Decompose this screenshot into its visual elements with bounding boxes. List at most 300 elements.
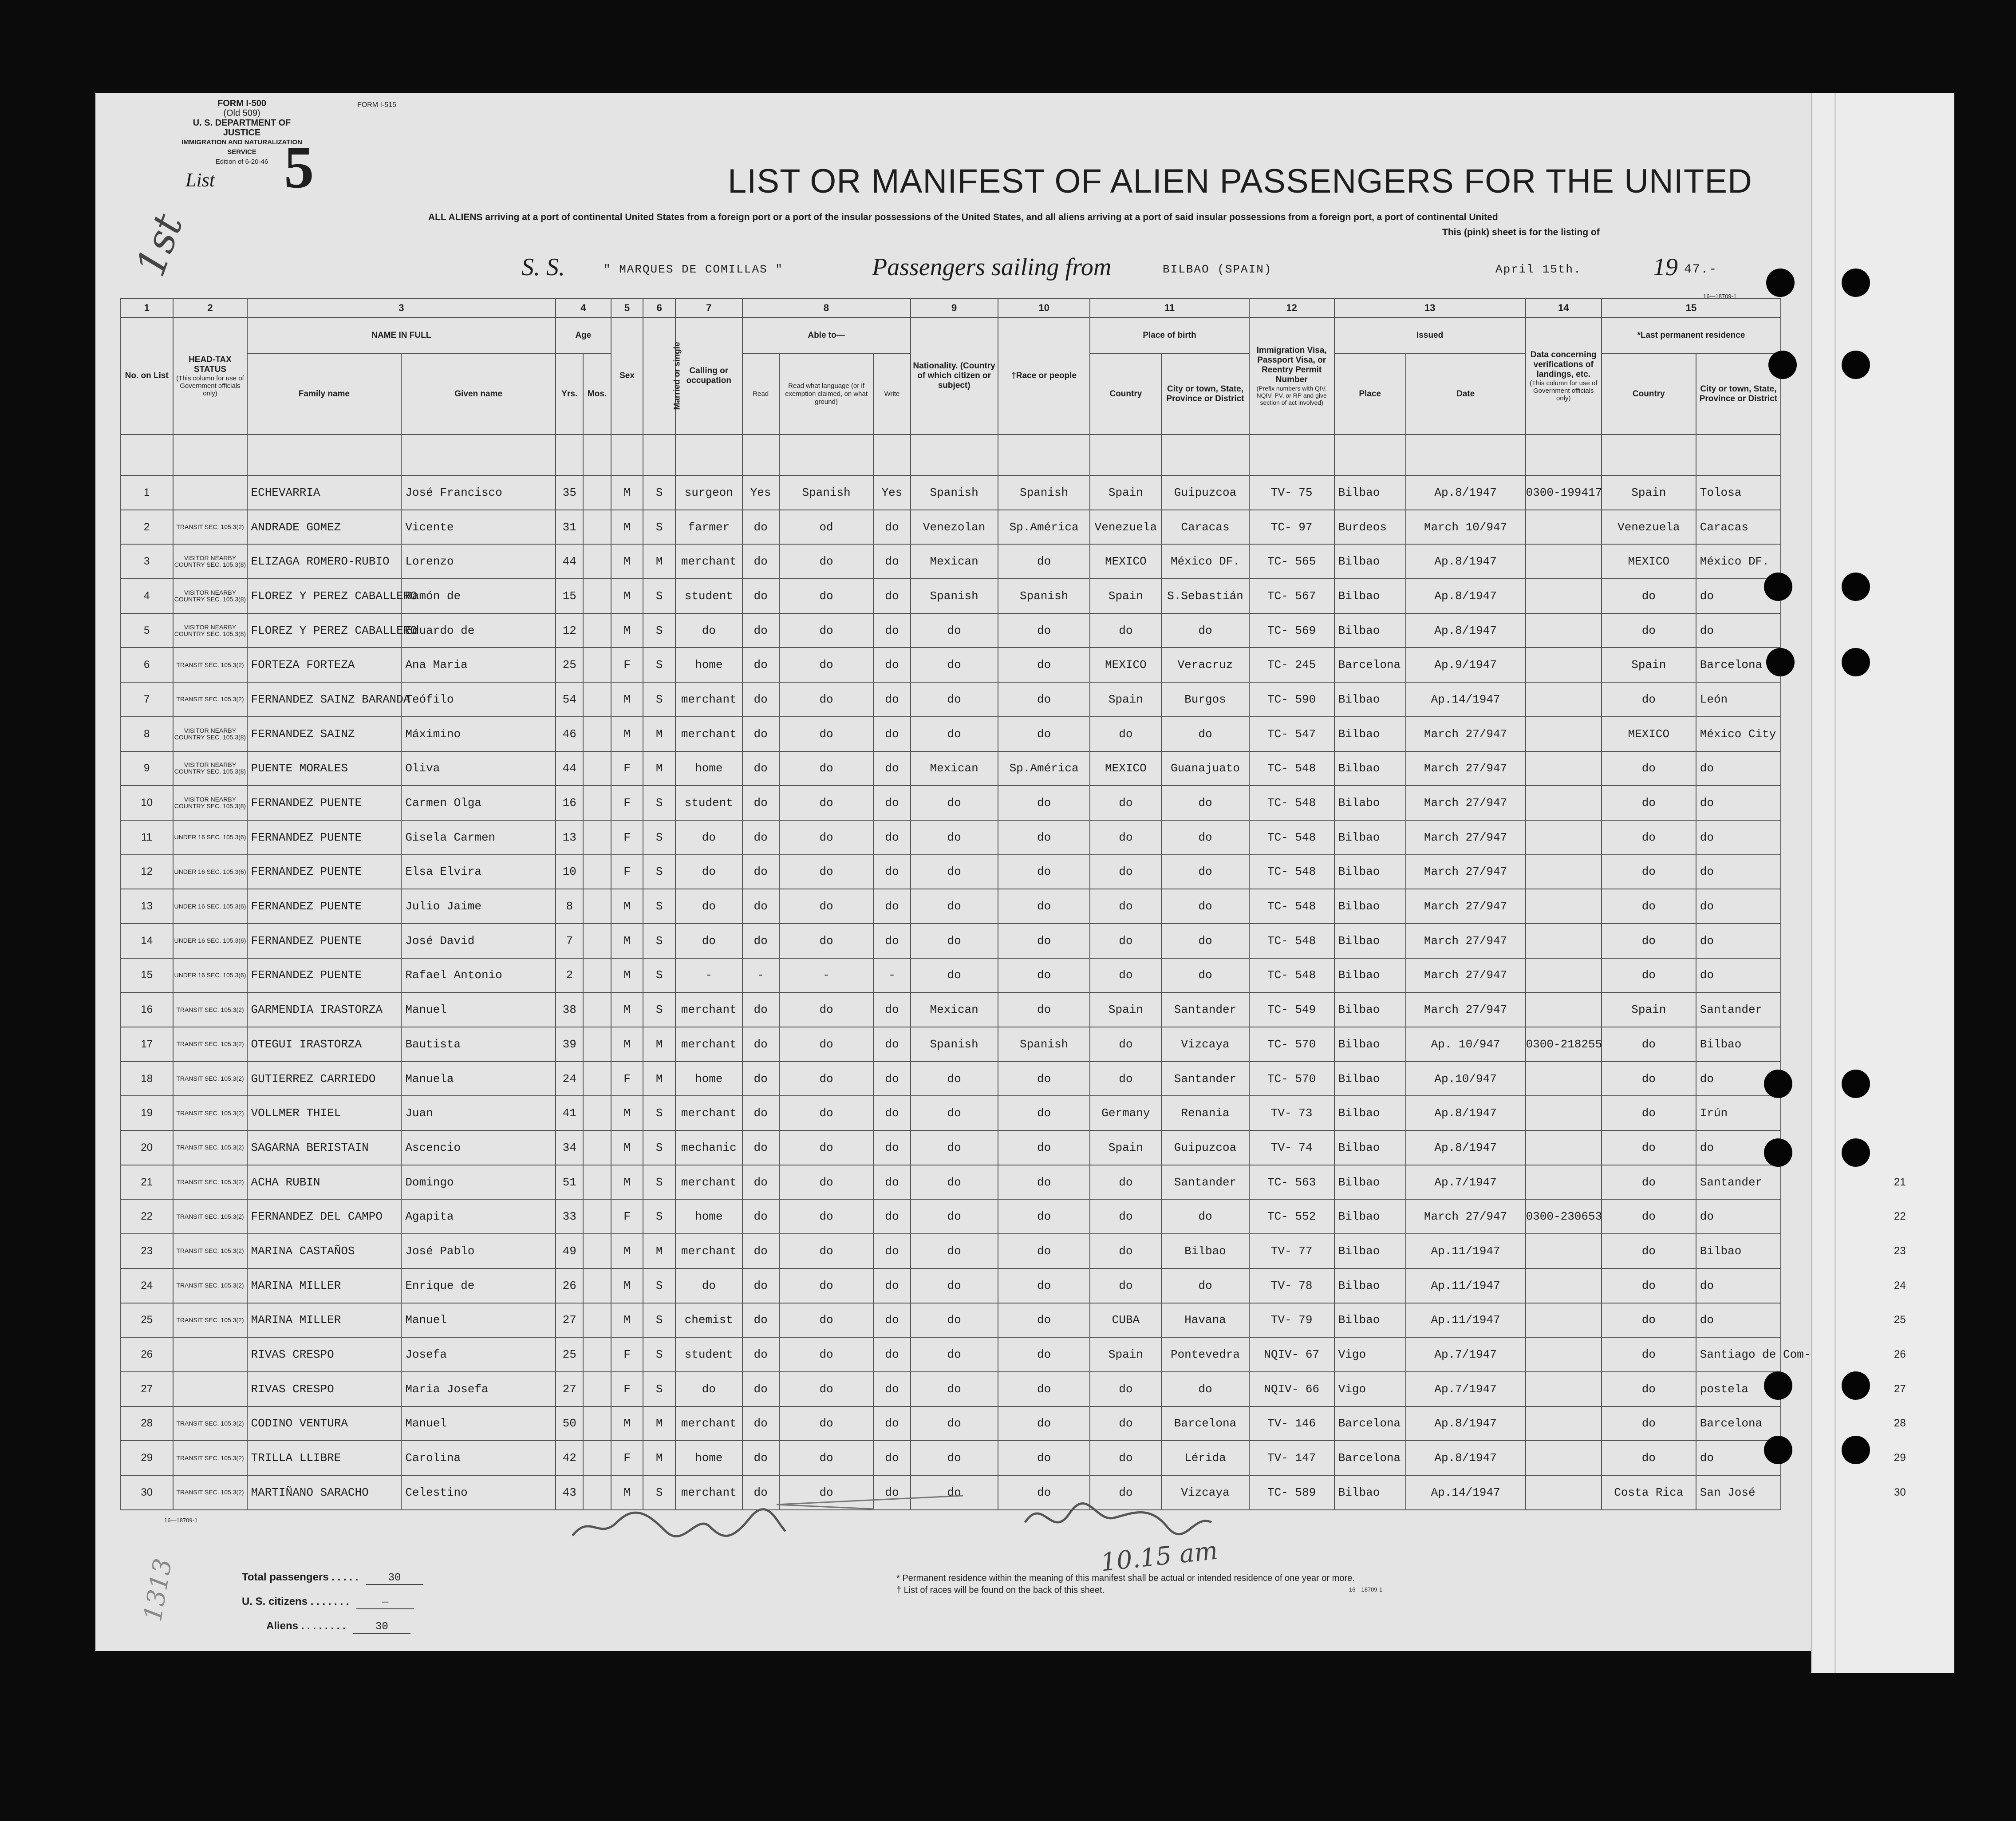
birth-country: MEXICO bbox=[1090, 751, 1161, 786]
visa-number: TC- 548 bbox=[1249, 751, 1334, 786]
issued-date: Ap.14/1947 bbox=[1406, 682, 1526, 717]
race: Spanish bbox=[998, 475, 1090, 510]
given-name: Manuel bbox=[401, 1406, 556, 1441]
residence-city: León bbox=[1696, 682, 1781, 717]
issued-date: March 27/947 bbox=[1406, 786, 1526, 820]
residence-country: do bbox=[1602, 820, 1696, 855]
passenger-row bbox=[120, 889, 1781, 924]
visa-number: TC- 547 bbox=[1249, 717, 1334, 751]
landing-verification bbox=[1526, 1096, 1602, 1130]
header-married-text: Married or single bbox=[672, 342, 682, 410]
landing-verification bbox=[1526, 579, 1602, 613]
visa-number: TC- 548 bbox=[1249, 924, 1334, 958]
can-read: do bbox=[742, 1199, 779, 1234]
issued-place: Bilbao bbox=[1334, 924, 1406, 958]
visa-number: TC- 563 bbox=[1249, 1165, 1334, 1200]
can-write: do bbox=[873, 1027, 910, 1062]
punch-hole bbox=[1842, 648, 1870, 676]
age-years: 27 bbox=[556, 1303, 583, 1338]
residence-country: do bbox=[1602, 1406, 1696, 1441]
nationality: do bbox=[911, 648, 998, 682]
header-read: Read bbox=[742, 354, 779, 435]
line-number: 2 bbox=[120, 510, 173, 545]
birth-city: do bbox=[1161, 958, 1249, 993]
bottom-left-mark: 1313 bbox=[138, 1556, 178, 1624]
issued-date: March 27/947 bbox=[1406, 924, 1526, 958]
ss-label: S. S. bbox=[521, 253, 565, 281]
can-read: do bbox=[742, 889, 779, 924]
can-write: - bbox=[873, 958, 910, 993]
marital-status: S bbox=[643, 1165, 675, 1200]
birth-country: do bbox=[1090, 1062, 1161, 1096]
can-write: do bbox=[873, 682, 910, 717]
nationality: do bbox=[911, 889, 998, 924]
residence-country: do bbox=[1602, 924, 1696, 958]
birth-country: Germany bbox=[1090, 1096, 1161, 1130]
head-tax-status: UNDER 16 SEC. 105.3(6) bbox=[173, 958, 247, 993]
head-tax-status: TRANSIT SEC. 105.3(2) bbox=[173, 1199, 247, 1234]
issued-date: March 27/947 bbox=[1406, 855, 1526, 889]
race: do bbox=[998, 924, 1090, 958]
can-write: do bbox=[873, 510, 910, 545]
line-number: 27 bbox=[120, 1372, 173, 1406]
nationality: Spanish bbox=[911, 579, 998, 613]
family-name: MARINA CASTAÑOS bbox=[247, 1234, 402, 1268]
landing-verification bbox=[1526, 510, 1602, 545]
marital-status: S bbox=[643, 1130, 675, 1165]
column-number: 12 bbox=[1249, 299, 1334, 317]
issued-place: Bilbao bbox=[1334, 579, 1406, 613]
race: do bbox=[998, 1096, 1090, 1130]
column-number: 5 bbox=[611, 299, 643, 317]
residence-city: Santander bbox=[1696, 992, 1781, 1027]
issued-place: Bilbao bbox=[1334, 958, 1406, 993]
age-months bbox=[583, 1234, 611, 1268]
issued-place: Bilbao bbox=[1334, 751, 1406, 786]
punch-hole bbox=[1764, 1138, 1792, 1167]
marital-status: S bbox=[643, 613, 675, 648]
read-language: do bbox=[779, 1234, 874, 1268]
birth-country: do bbox=[1090, 1268, 1161, 1303]
can-read: do bbox=[742, 1027, 779, 1062]
age-months bbox=[583, 682, 611, 717]
landing-verification bbox=[1526, 1130, 1602, 1165]
issued-place: Bilabo bbox=[1334, 786, 1406, 820]
sex: M bbox=[611, 1130, 643, 1165]
can-write: do bbox=[873, 751, 910, 786]
issued-place: Bilbao bbox=[1334, 1199, 1406, 1234]
header-no-on-list: No. on List bbox=[120, 317, 173, 435]
residence-city: do bbox=[1696, 855, 1781, 889]
race: do bbox=[998, 544, 1090, 579]
can-read: - bbox=[742, 958, 779, 993]
family-name: FERNANDEZ PUENTE bbox=[247, 958, 402, 993]
age-years: 24 bbox=[556, 1062, 583, 1096]
passenger-row bbox=[120, 751, 1781, 786]
head-tax-status: VISITOR NEARBY COUNTRY SEC. 105.3(8) bbox=[173, 613, 247, 648]
head-tax-status: VISITOR NEARBY COUNTRY SEC. 105.3(8) bbox=[173, 751, 247, 786]
punch-hole bbox=[1842, 1138, 1870, 1167]
punch-hole bbox=[1764, 573, 1792, 601]
issued-date: Ap.8/1947 bbox=[1406, 544, 1526, 579]
line-number: 7 bbox=[120, 682, 173, 717]
can-write: do bbox=[873, 1062, 910, 1096]
column-number: 14 bbox=[1526, 299, 1602, 317]
head-tax-status: TRANSIT SEC. 105.3(2) bbox=[173, 1130, 247, 1165]
marital-status: M bbox=[643, 1062, 675, 1096]
landing-verification bbox=[1526, 855, 1602, 889]
department-name: U. S. DEPARTMENT OF JUSTICE bbox=[193, 118, 291, 138]
line-number: 23 bbox=[120, 1234, 173, 1268]
calling: merchant bbox=[675, 1406, 742, 1441]
head-tax-status: VISITOR NEARBY COUNTRY SEC. 105.3(8) bbox=[173, 786, 247, 820]
age-years: 41 bbox=[556, 1096, 583, 1130]
marital-status: S bbox=[643, 475, 675, 510]
nationality: do bbox=[911, 1234, 998, 1268]
residence-city: Caracas bbox=[1696, 510, 1781, 545]
given-name: Manuel bbox=[401, 1303, 556, 1338]
family-name: FORTEZA FORTEZA bbox=[247, 648, 402, 682]
head-tax-status: TRANSIT SEC. 105.3(2) bbox=[173, 1062, 247, 1096]
can-write: do bbox=[873, 1406, 910, 1441]
age-years: 8 bbox=[556, 889, 583, 924]
landing-verification bbox=[1526, 544, 1602, 579]
read-language: do bbox=[779, 1303, 874, 1338]
age-years: 35 bbox=[556, 475, 583, 510]
issued-date: March 27/947 bbox=[1406, 889, 1526, 924]
header-landing-data bbox=[1526, 317, 1602, 435]
given-name: Lorenzo bbox=[401, 544, 556, 579]
sex: M bbox=[611, 510, 643, 545]
head-tax-status bbox=[173, 475, 247, 510]
race: Spanish bbox=[998, 1027, 1090, 1062]
edge-line-number: 22 bbox=[1894, 1210, 1906, 1223]
passenger-manifest-table bbox=[120, 298, 1811, 1510]
marital-status: S bbox=[643, 1303, 675, 1338]
nationality: do bbox=[911, 717, 998, 751]
punch-hole bbox=[1842, 1070, 1870, 1098]
passenger-row bbox=[120, 717, 1781, 751]
can-write: do bbox=[873, 1475, 910, 1510]
can-read: do bbox=[742, 648, 779, 682]
us-citizens-value: — bbox=[356, 1596, 414, 1609]
residence-country: do bbox=[1602, 751, 1696, 786]
header-given-name: Given name bbox=[401, 354, 556, 435]
birth-city: Santander bbox=[1161, 1062, 1249, 1096]
marital-status: M bbox=[643, 717, 675, 751]
residence-country: do bbox=[1602, 1027, 1696, 1062]
read-language: do bbox=[779, 717, 874, 751]
calling: do bbox=[675, 889, 742, 924]
age-years: 15 bbox=[556, 579, 583, 613]
margin-mark: 1st bbox=[127, 208, 193, 283]
head-tax-status: VISITOR NEARBY COUNTRY SEC. 105.3(8) bbox=[173, 544, 247, 579]
nationality: do bbox=[911, 1406, 998, 1441]
edge-line-number: 30 bbox=[1894, 1486, 1906, 1498]
head-tax-status: UNDER 16 SEC. 105.3(6) bbox=[173, 855, 247, 889]
family-name: FERNANDEZ PUENTE bbox=[247, 820, 402, 855]
birth-country: do bbox=[1090, 1234, 1161, 1268]
total-passengers: Total passengers . . . . . 30 bbox=[242, 1571, 423, 1585]
can-write: do bbox=[873, 1130, 910, 1165]
age-years: 46 bbox=[556, 717, 583, 751]
residence-country: do bbox=[1602, 1303, 1696, 1338]
marital-status: M bbox=[643, 1406, 675, 1441]
family-name: VOLLMER THIEL bbox=[247, 1096, 402, 1130]
residence-city: do bbox=[1696, 1441, 1781, 1475]
age-months bbox=[583, 1372, 611, 1406]
given-name: Manuel bbox=[401, 992, 556, 1027]
header-issued-date: Date bbox=[1406, 354, 1526, 435]
passenger-row bbox=[120, 992, 1781, 1027]
issued-place: Bilbao bbox=[1334, 992, 1406, 1027]
sex: F bbox=[611, 648, 643, 682]
read-language: do bbox=[779, 1475, 874, 1510]
nationality: Mexican bbox=[911, 992, 998, 1027]
birth-country: do bbox=[1090, 1441, 1161, 1475]
header-visa-title: Immigration Visa, Passport Visa, or Reentry Permit Number bbox=[1256, 346, 1327, 384]
marital-status: M bbox=[643, 1234, 675, 1268]
birth-country: do bbox=[1090, 1027, 1161, 1062]
family-name: FERNANDEZ SAINZ bbox=[247, 717, 402, 751]
column-number: 8 bbox=[742, 299, 911, 317]
birth-country: MEXICO bbox=[1090, 544, 1161, 579]
form-code-top: 16—18709-1 bbox=[1703, 293, 1737, 300]
can-read: do bbox=[742, 1268, 779, 1303]
calling: home bbox=[675, 1062, 742, 1096]
calling: do bbox=[675, 1372, 742, 1406]
residence-city: Santiago de Com- bbox=[1696, 1337, 1781, 1372]
residence-country: do bbox=[1602, 579, 1696, 613]
landing-verification bbox=[1526, 889, 1602, 924]
can-read: do bbox=[742, 510, 779, 545]
can-write: Yes bbox=[873, 475, 910, 510]
marital-status: S bbox=[643, 1372, 675, 1406]
read-language: do bbox=[779, 1027, 874, 1062]
line-number: 15 bbox=[120, 958, 173, 993]
head-tax-status: UNDER 16 SEC. 105.3(6) bbox=[173, 889, 247, 924]
birth-country: do bbox=[1090, 1372, 1161, 1406]
age-years: 12 bbox=[556, 613, 583, 648]
birth-country: do bbox=[1090, 889, 1161, 924]
issued-place: Bilbao bbox=[1334, 717, 1406, 751]
issued-date: Ap.8/1947 bbox=[1406, 1441, 1526, 1475]
calling: farmer bbox=[675, 510, 742, 545]
passenger-row bbox=[120, 820, 1781, 855]
landing-verification bbox=[1526, 1475, 1602, 1510]
head-tax-status bbox=[173, 1372, 247, 1406]
race: do bbox=[998, 855, 1090, 889]
calling: merchant bbox=[675, 544, 742, 579]
given-name: José David bbox=[401, 924, 556, 958]
birth-country: Spain bbox=[1090, 682, 1161, 717]
landing-verification: 0300-199417 bbox=[1526, 475, 1602, 510]
marital-status: S bbox=[643, 648, 675, 682]
birth-city: do bbox=[1161, 786, 1249, 820]
residence-country: do bbox=[1602, 682, 1696, 717]
race: Sp.América bbox=[998, 510, 1090, 545]
sheet-edge-strip bbox=[1811, 93, 1954, 1673]
issued-date: March 27/947 bbox=[1406, 992, 1526, 1027]
age-months bbox=[583, 613, 611, 648]
visa-number: TC- 570 bbox=[1249, 1027, 1334, 1062]
residence-city: do bbox=[1696, 889, 1781, 924]
issued-place: Bilbao bbox=[1334, 544, 1406, 579]
edge-line-number: 26 bbox=[1894, 1348, 1906, 1361]
issued-date: Ap.14/1947 bbox=[1406, 1475, 1526, 1510]
issued-place: Bilbao bbox=[1334, 1234, 1406, 1268]
landing-verification bbox=[1526, 820, 1602, 855]
can-write: do bbox=[873, 648, 910, 682]
landing-verification bbox=[1526, 924, 1602, 958]
read-language: do bbox=[779, 889, 874, 924]
issued-place: Bilbao bbox=[1334, 1027, 1406, 1062]
issued-date: Ap.8/1947 bbox=[1406, 475, 1526, 510]
total-passengers-value: 30 bbox=[366, 1572, 423, 1585]
issued-place: Bilbao bbox=[1334, 855, 1406, 889]
issued-place: Bilbao bbox=[1334, 682, 1406, 717]
issued-place: Bilbao bbox=[1334, 475, 1406, 510]
race: do bbox=[998, 1337, 1090, 1372]
page-title: LIST OR MANIFEST OF ALIEN PASSENGERS FOR THE UNITED bbox=[728, 162, 1752, 200]
issued-place: Barcelona bbox=[1334, 1406, 1406, 1441]
read-language: do bbox=[779, 751, 874, 786]
can-write: do bbox=[873, 786, 910, 820]
sailing-year-prefix: 19 bbox=[1653, 253, 1678, 281]
sex: M bbox=[611, 992, 643, 1027]
age-years: 27 bbox=[556, 1372, 583, 1406]
visa-number: TC- 245 bbox=[1249, 648, 1334, 682]
passenger-row bbox=[120, 958, 1781, 993]
family-name: MARINA MILLER bbox=[247, 1268, 402, 1303]
nationality: do bbox=[911, 1096, 998, 1130]
issued-date: March 27/947 bbox=[1406, 717, 1526, 751]
form-code-bottom: 16—18709-1 bbox=[164, 1517, 198, 1524]
punch-hole bbox=[1842, 351, 1870, 379]
passenger-row bbox=[120, 855, 1781, 889]
read-language: do bbox=[779, 579, 874, 613]
can-write: do bbox=[873, 613, 910, 648]
edition-line: Edition of 6-20-46 bbox=[215, 158, 268, 166]
can-write: do bbox=[873, 924, 910, 958]
sex: M bbox=[611, 717, 643, 751]
age-months bbox=[583, 1199, 611, 1234]
issued-place: Vigo bbox=[1334, 1337, 1406, 1372]
issued-place: Bilbao bbox=[1334, 1268, 1406, 1303]
birth-city: Renania bbox=[1161, 1096, 1249, 1130]
header-head-tax-title: HEAD-TAX STATUS bbox=[189, 355, 232, 374]
residence-city: do bbox=[1696, 1130, 1781, 1165]
landing-verification bbox=[1526, 1406, 1602, 1441]
nationality: Mexican bbox=[911, 751, 998, 786]
visa-number: TC- 548 bbox=[1249, 958, 1334, 993]
residence-city: do bbox=[1696, 1268, 1781, 1303]
visa-number: TV- 78 bbox=[1249, 1268, 1334, 1303]
calling: student bbox=[675, 786, 742, 820]
head-tax-status: TRANSIT SEC. 105.3(2) bbox=[173, 1027, 247, 1062]
marital-status: S bbox=[643, 1199, 675, 1234]
punch-hole bbox=[1766, 648, 1795, 676]
header-landing-title: Data concerning verifications of landings, etc. bbox=[1530, 350, 1597, 379]
residence-city: México City bbox=[1696, 717, 1781, 751]
given-name: Domingo bbox=[401, 1165, 556, 1200]
can-read: do bbox=[742, 544, 779, 579]
race: do bbox=[998, 889, 1090, 924]
instructions-text: ALL ALIENS arriving at a port of continental United States from a foreign port or a port of the insular possessions of the United States, and all aliens arriving at a port of said insular possessions from a foreign port, a port of continental United bbox=[428, 212, 1498, 222]
line-number: 18 bbox=[120, 1062, 173, 1096]
read-language: do bbox=[779, 1372, 874, 1406]
nationality: Spanish bbox=[911, 475, 998, 510]
race: do bbox=[998, 613, 1090, 648]
residence-country: do bbox=[1602, 786, 1696, 820]
can-read: do bbox=[742, 1062, 779, 1096]
sex: M bbox=[611, 958, 643, 993]
given-name: Ascencio bbox=[401, 1130, 556, 1165]
issued-place: Bilbao bbox=[1334, 1130, 1406, 1165]
age-months bbox=[583, 717, 611, 751]
issued-date: March 27/947 bbox=[1406, 820, 1526, 855]
can-read: do bbox=[742, 579, 779, 613]
residence-city: do bbox=[1696, 1199, 1781, 1234]
can-read: do bbox=[742, 924, 779, 958]
age-years: 44 bbox=[556, 544, 583, 579]
line-number: 4 bbox=[120, 579, 173, 613]
birth-country: do bbox=[1090, 717, 1161, 751]
birth-city: Veracruz bbox=[1161, 648, 1249, 682]
age-years: 2 bbox=[556, 958, 583, 993]
age-years: 44 bbox=[556, 751, 583, 786]
can-read: do bbox=[742, 1372, 779, 1406]
can-read: do bbox=[742, 1303, 779, 1338]
sex: M bbox=[611, 1027, 643, 1062]
passenger-row bbox=[120, 1372, 1781, 1406]
birth-city: do bbox=[1161, 1268, 1249, 1303]
given-name: Enrique de bbox=[401, 1268, 556, 1303]
read-language: do bbox=[779, 648, 874, 682]
footnote-races: † List of races will be found on the back of this sheet. bbox=[896, 1585, 1105, 1595]
issued-date: Ap.8/1947 bbox=[1406, 579, 1526, 613]
age-months bbox=[583, 579, 611, 613]
age-years: 25 bbox=[556, 1337, 583, 1372]
header-write: Write bbox=[873, 354, 910, 435]
issued-place: Bilbao bbox=[1334, 1165, 1406, 1200]
birth-country: do bbox=[1090, 924, 1161, 958]
line-number: 16 bbox=[120, 992, 173, 1027]
passenger-rows bbox=[120, 435, 1811, 1510]
head-tax-status: TRANSIT SEC. 105.3(2) bbox=[173, 1406, 247, 1441]
calling: student bbox=[675, 1337, 742, 1372]
passenger-row bbox=[120, 510, 1781, 545]
sex: F bbox=[611, 855, 643, 889]
line-number: 14 bbox=[120, 924, 173, 958]
landing-verification bbox=[1526, 1062, 1602, 1096]
issued-date: March 27/947 bbox=[1406, 1199, 1526, 1234]
list-number: 5 bbox=[284, 134, 314, 201]
line-number: 11 bbox=[120, 820, 173, 855]
family-name: FERNANDEZ PUENTE bbox=[247, 855, 402, 889]
passenger-row bbox=[120, 1096, 1781, 1130]
age-months bbox=[583, 510, 611, 545]
header-years: Yrs. bbox=[556, 354, 583, 435]
nationality: Venezolan bbox=[911, 510, 998, 545]
nationality: do bbox=[911, 924, 998, 958]
issued-date: March 10/947 bbox=[1406, 510, 1526, 545]
race: do bbox=[998, 820, 1090, 855]
calling: - bbox=[675, 958, 742, 993]
family-name: MARTIÑANO SARACHO bbox=[247, 1475, 402, 1510]
race: do bbox=[998, 1372, 1090, 1406]
sex: F bbox=[611, 786, 643, 820]
